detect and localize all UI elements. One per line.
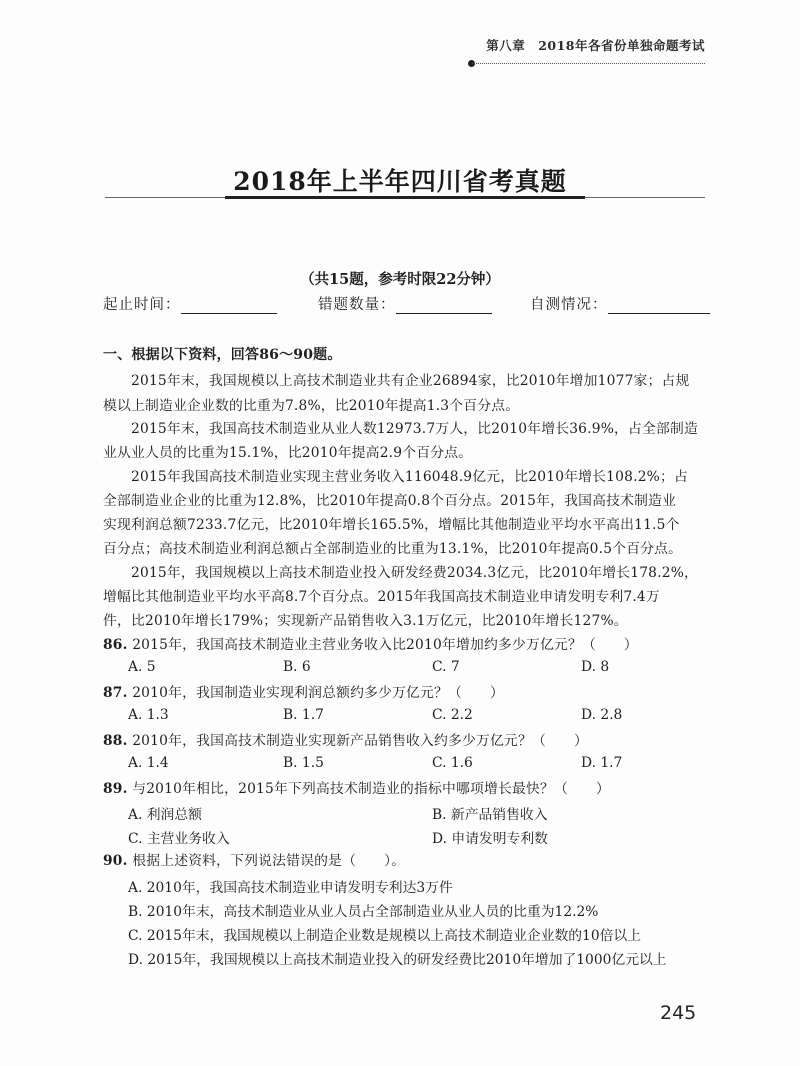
start-end-time-blank[interactable] [181, 297, 277, 314]
option-89-a[interactable]: A. 利润总额 [128, 807, 202, 823]
option-90-a[interactable]: A. 2010年，我国高技术制造业申请发明专利达3万件 [128, 880, 453, 896]
running-header: 第八章 2018年各省份单独命题考试 [486, 38, 705, 53]
option-89-b[interactable]: B. 新产品销售收入 [432, 807, 548, 823]
option-90-c[interactable]: C. 2015年末，我国规模以上制造企业数是规模以上高技术制造业企业数的10倍以上 [128, 928, 642, 944]
material-line: 实现利润总额7233.7亿元，比2010年增长165.5%，增幅比其他制造业平均水平高出11.5个 [103, 517, 680, 533]
question-stem: 2010年，我国高技术制造业实现新产品销售收入约多少万亿元？（ ） [132, 733, 589, 749]
material-line: 模以上制造业企业数的比重为7.8%，比2010年提高1.3个百分点。 [103, 398, 520, 414]
question-88 [103, 731, 588, 751]
page-title: 2018年上半年四川省考真题 [233, 167, 567, 196]
question-number: 88. [103, 733, 128, 749]
question-number: 86. [103, 637, 128, 653]
option-88-c[interactable]: C. 1.6 [432, 755, 473, 771]
start-end-time-field [103, 293, 277, 314]
question-stem: 2010年，我国制造业实现利润总额约多少万亿元？（ ） [132, 685, 505, 701]
title-underline-thick [225, 196, 585, 199]
option-86-c[interactable]: C. 7 [432, 659, 460, 675]
question-89 [103, 779, 610, 799]
question-number: 90. [103, 853, 128, 869]
question-number: 87. [103, 685, 128, 701]
wrong-count-field [318, 293, 492, 314]
material-line: 2015年末，我国规模以上高技术制造业共有企业26894家，比2010年增加1077家；占规 [131, 373, 690, 389]
section-heading: 一、根据以下资料，回答86～90题。 [103, 347, 342, 363]
option-87-c[interactable]: C. 2.2 [432, 707, 473, 723]
material-line: 2015年我国高技术制造业实现主营业务收入116048.9亿元，比2010年增长108.2%；占 [131, 469, 688, 485]
question-stem: 与2010年相比，2015年下列高技术制造业的指标中哪项增长最快？（ ） [132, 781, 610, 797]
page-number: 245 [660, 1002, 697, 1024]
option-89-d[interactable]: D. 申请发明专利数 [432, 831, 548, 847]
option-88-d[interactable]: D. 1.7 [581, 755, 623, 771]
material-line: 2015年，我国规模以上高技术制造业投入研发经费2034.3亿元，比2010年增长178.2%， [131, 565, 699, 581]
question-number: 89. [103, 781, 128, 797]
option-86-d[interactable]: D. 8 [581, 659, 610, 675]
option-90-b[interactable]: B. 2010年末，高技术制造业从业人员占全部制造业从业人员的比重为12.2% [128, 904, 599, 920]
material-line: 2015年末，我国高技术制造业从业人数12973.7万人，比2010年增长36.9%，占全部制造 [131, 421, 699, 437]
wrong-count-blank[interactable] [396, 297, 492, 314]
wrong-count-label: 错题数量： [318, 297, 396, 313]
option-87-b[interactable]: B. 1.7 [283, 707, 324, 723]
self-assessment-blank[interactable] [608, 297, 710, 314]
option-89-c[interactable]: C. 主营业务收入 [128, 831, 230, 847]
material-line: 业从业人员的比重为15.1%，比2010年提高2.9个百分点。 [103, 445, 473, 461]
self-assessment-label: 自测情况： [530, 297, 608, 313]
option-87-a[interactable]: A. 1.3 [128, 707, 169, 723]
question-90 [103, 851, 405, 871]
option-88-b[interactable]: B. 1.5 [283, 755, 324, 771]
option-87-d[interactable]: D. 2.8 [581, 707, 623, 723]
option-86-a[interactable]: A. 5 [128, 659, 156, 675]
option-86-b[interactable]: B. 6 [283, 659, 311, 675]
question-86 [103, 635, 638, 655]
option-88-a[interactable]: A. 1.4 [128, 755, 169, 771]
material-line: 全部制造业企业的比重为12.8%，比2010年提高0.8个百分点。2015年，我国高技术制造业 [103, 493, 677, 509]
self-assessment-field [530, 293, 710, 314]
start-end-time-label: 起止时间： [103, 297, 181, 313]
header-dotted-rule [472, 63, 705, 64]
material-line: 增幅比其他制造业平均水平高8.7个百分点。2015年我国高技术制造业申请发明专利7.4万 [103, 589, 660, 605]
material-line: 百分点；高技术制造业利润总额占全部制造业的比重为13.1%，比2010年提高0.5个百分点。 [103, 541, 683, 557]
question-stem: 2015年，我国高技术制造业主营业务收入比2010年增加约多少万亿元？（ ） [132, 637, 638, 653]
question-87 [103, 683, 504, 703]
question-stem: 根据上述资料，下列说法错误的是（ ）。 [132, 853, 406, 869]
option-90-d[interactable]: D. 2015年，我国规模以上高技术制造业投入的研发经费比2010年增加了1000亿元以上 [128, 952, 667, 968]
material-line: 件，比2010年增长179%；实现新产品销售收入3.1万亿元，比2010年增长127%。 [103, 613, 628, 629]
exam-info: （共15题，参考时限22分钟） [300, 271, 500, 288]
